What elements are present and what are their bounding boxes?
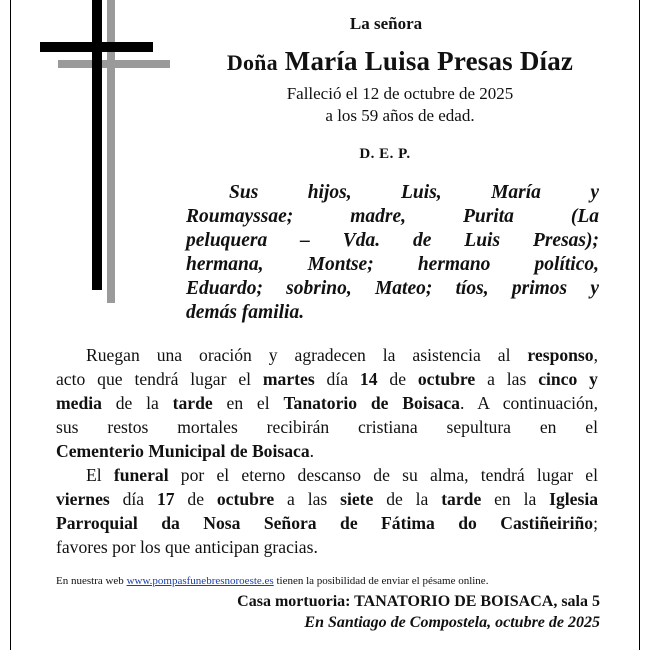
text-run: El — [86, 465, 114, 485]
ceremony-line — [56, 367, 598, 391]
ceremony-line — [56, 343, 598, 367]
text-run: a las — [475, 369, 539, 389]
funeral-home-line: Casa mortuoria: TANATORIO DE BOISACA, sala 5 — [237, 593, 600, 610]
family-line: demás familia. — [186, 302, 305, 323]
family-line: Sus hijos, Luis, María y — [229, 182, 599, 203]
family-line: Eduardo; sobrino, Mateo; tíos, primos y — [186, 278, 599, 299]
bold-run: cinco y — [538, 369, 598, 389]
bold-run: media — [56, 393, 102, 413]
family-paragraph — [186, 181, 599, 325]
ceremony-line — [56, 439, 598, 463]
cross-horizontal-bar — [40, 42, 153, 52]
ceremony-line — [56, 535, 598, 559]
ceremony-line — [56, 511, 598, 535]
family-line: peluquera – Vda. de Luis Presas); — [186, 230, 599, 251]
bold-run: octubre — [216, 489, 275, 509]
bold-run: 17 — [156, 489, 175, 509]
text-run: en la — [481, 489, 550, 509]
rip-line: D. E. P. — [359, 146, 411, 162]
text-run: . A continuación, — [459, 393, 599, 413]
cross-shadow-horizontal — [58, 60, 170, 68]
website-link[interactable]: www.pompasfunebresnoroeste.es — [126, 575, 274, 587]
text-run: . — [309, 441, 315, 461]
text-run: día — [314, 369, 360, 389]
deceased-name — [195, 46, 605, 77]
web-note-after: tienen la posibilidad de enviar el pésame online. — [273, 575, 489, 587]
ceremony-line — [56, 487, 598, 511]
text-run: de la — [101, 393, 173, 413]
text-run: en el — [212, 393, 284, 413]
text-run: por el eterno descanso de su alma, tendrá lugar el — [168, 465, 598, 485]
name-text: María Luisa Presas Díaz — [284, 46, 574, 76]
text-run: ; — [593, 513, 598, 533]
bold-run: responso — [527, 345, 594, 365]
death-date-line: Falleció el 12 de octubre de 2025 — [286, 84, 514, 103]
left-border — [10, 0, 11, 650]
text-run: de — [377, 369, 418, 389]
ceremony-line — [56, 463, 598, 487]
bold-run: octubre — [417, 369, 476, 389]
family-line: hermana, Montse; hermano político, — [186, 254, 599, 275]
bold-run: Iglesia — [549, 489, 598, 509]
family-line: Roumayssae; madre, Purita (La — [186, 206, 599, 227]
text-run: de — [174, 489, 217, 509]
text-run: sus restos mortales recibirán cristiana sepultura en el — [56, 417, 598, 437]
text-run: de la — [373, 489, 442, 509]
bold-run: Cementerio Municipal de Boisaca — [56, 441, 310, 461]
bold-run: tarde — [172, 393, 213, 413]
intro-line: La señora — [349, 14, 423, 33]
bold-run: Tanatorio de Boisaca — [283, 393, 460, 413]
ceremony-line — [56, 391, 598, 415]
ceremony-line — [56, 415, 598, 439]
ceremony-paragraph — [56, 343, 598, 559]
bold-run: viernes — [56, 489, 110, 509]
web-note-before: En nuestra web — [56, 575, 127, 587]
text-run: favores por los que anticipan gracias. — [56, 537, 318, 557]
age-line: a los 59 años de edad. — [325, 106, 475, 125]
name-prefix: Doña — [226, 50, 278, 75]
place-date-line: En Santiago de Compostela, octubre de 2025 — [304, 614, 600, 631]
right-border — [639, 0, 640, 650]
web-note — [56, 575, 576, 587]
text-run: acto que tendrá lugar el — [56, 369, 263, 389]
text-run: , — [593, 345, 598, 365]
bold-run: 14 — [359, 369, 378, 389]
text-run: a las — [274, 489, 341, 509]
text-run: Ruegan una oración y agradecen la asistencia al — [86, 345, 528, 365]
bold-run: tarde — [441, 489, 482, 509]
bold-run: siete — [340, 489, 374, 509]
bold-run: Parroquial da Nosa Señora de Fátima do Castiñeiriño — [56, 513, 594, 533]
text-run: día — [109, 489, 157, 509]
bold-run: funeral — [113, 465, 169, 485]
bold-run: martes — [262, 369, 315, 389]
